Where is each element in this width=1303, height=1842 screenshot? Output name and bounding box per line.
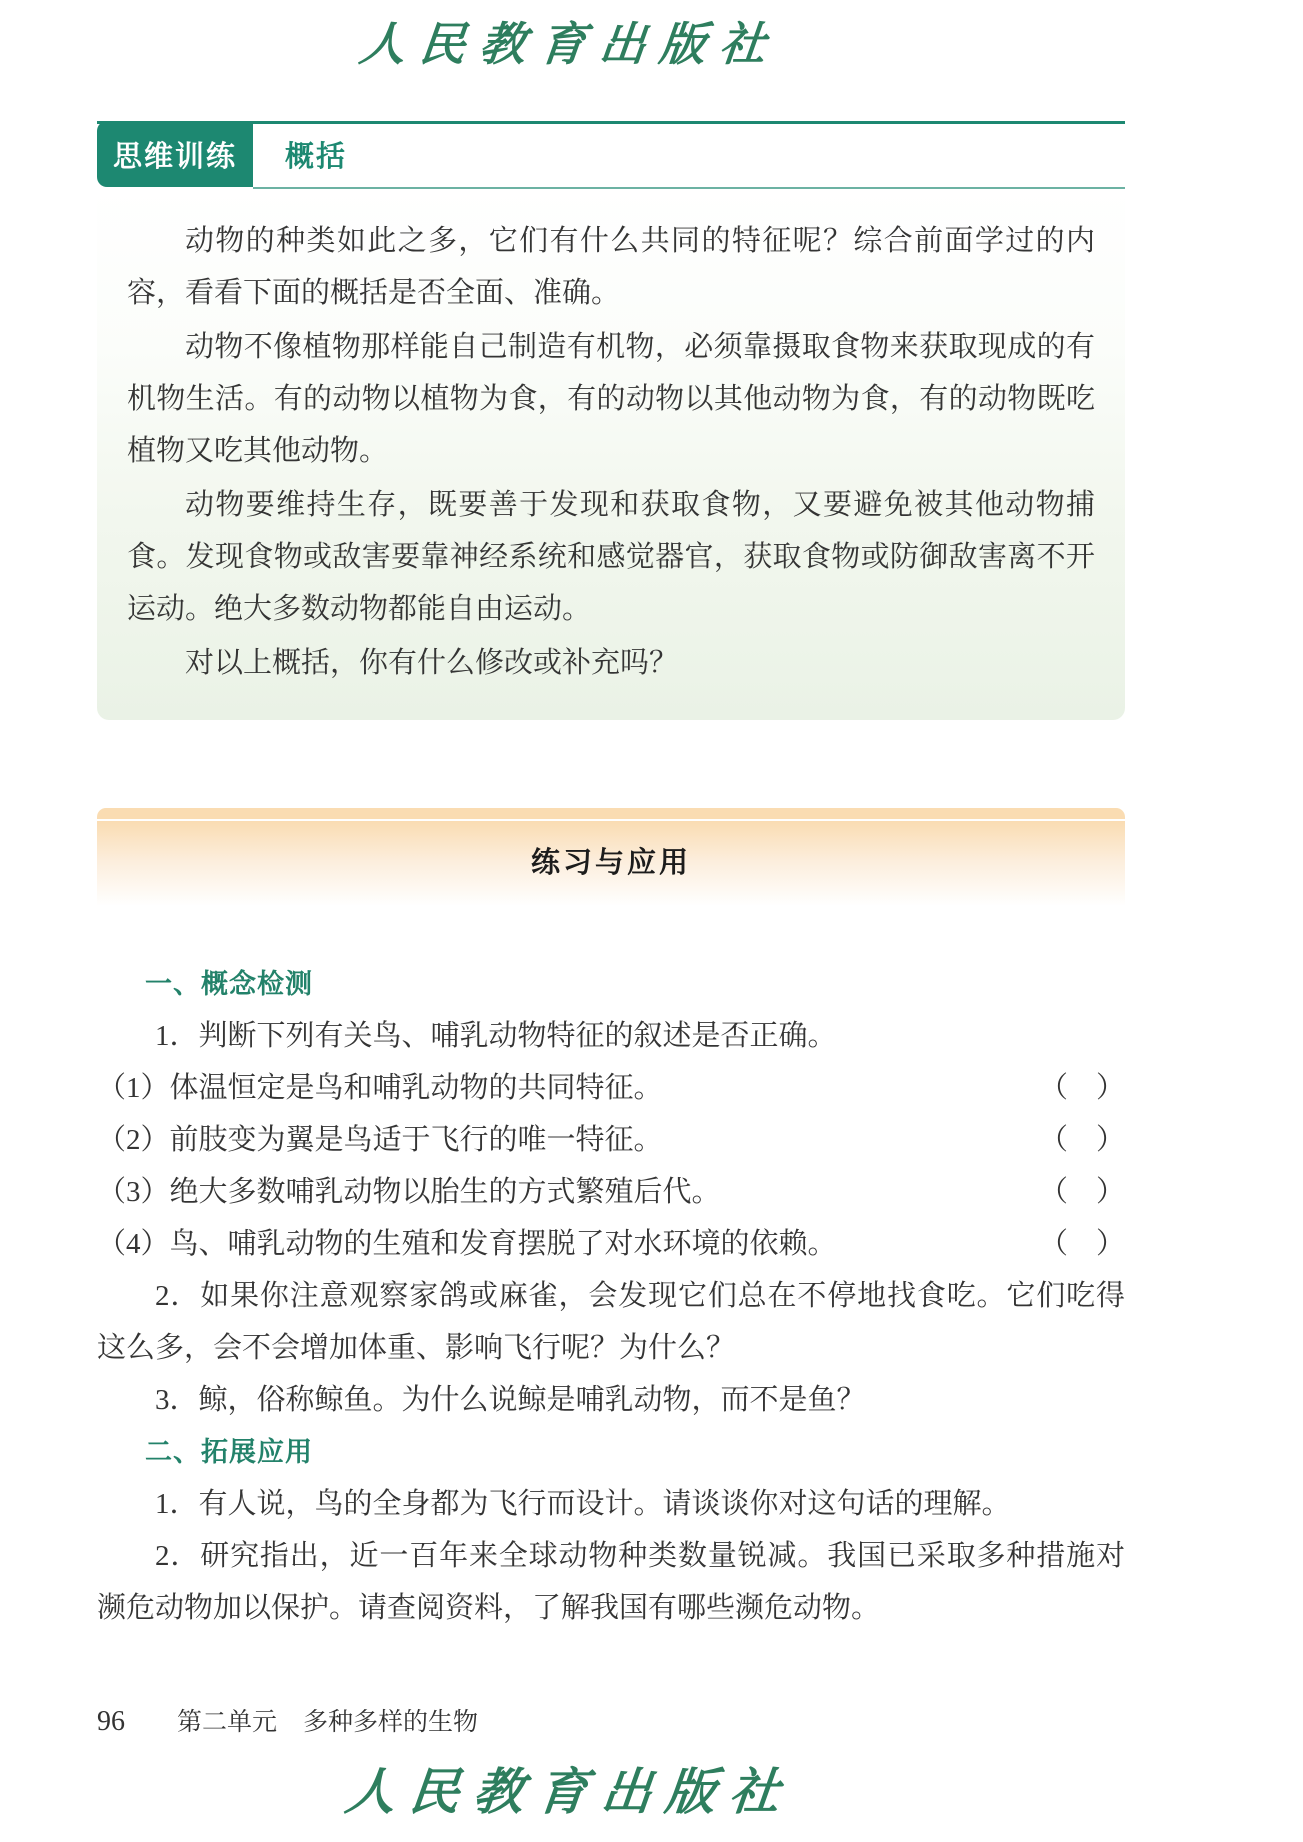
section-heading-concept-check: 一、概念检测 bbox=[145, 969, 313, 999]
exercises-body bbox=[97, 958, 1125, 1634]
publisher-logo-bottom: 人民教育出版社 bbox=[342, 1762, 797, 1821]
answer-brackets bbox=[1039, 1114, 1125, 1166]
question-2: 2．如果你注意观察家鸽或麻雀，会发现它们总在不停地找食吃。它们吃得这么多，会不会增加体重、影响飞行呢？为什么？ bbox=[97, 1280, 1125, 1364]
thinking-training-subtab bbox=[285, 121, 347, 187]
true-false-item-text: （2）前肢变为翼是鸟适于飞行的唯一特征。 bbox=[97, 1124, 663, 1156]
thinking-training-tab bbox=[97, 121, 253, 187]
true-false-item-text: （4）鸟、哺乳动物的生殖和发育摆脱了对水环境的依赖。 bbox=[97, 1228, 837, 1260]
exercises-banner bbox=[97, 821, 1125, 906]
answer-brackets bbox=[1039, 1062, 1125, 1114]
bracket-open: （ bbox=[1039, 1228, 1069, 1260]
thinking-paragraph: 对以上概括，你有什么修改或补充吗？ bbox=[185, 647, 679, 679]
page-number: 96 bbox=[97, 1706, 125, 1737]
answer-brackets bbox=[1039, 1166, 1125, 1218]
question-1: 1．判断下列有关鸟、哺乳动物特征的叙述是否正确。 bbox=[155, 1020, 837, 1052]
thinking-training-tab-label: 思维训练 bbox=[112, 140, 237, 173]
footer-unit-title: 多种多样的生物 bbox=[303, 1709, 479, 1736]
bracket-close: ） bbox=[1095, 1072, 1125, 1104]
bracket-open: （ bbox=[1039, 1124, 1069, 1156]
thinking-paragraph: 动物要维持生存，既要善于发现和获取食物，又要避免被其他动物捕食。发现食物或敌害要靠神经系统和感觉器官，获取食物或防御敌害离不开运动。绝大多数动物都能自由运动。 bbox=[127, 489, 1095, 625]
exercises-banner-strip bbox=[97, 808, 1125, 819]
thinking-training-box bbox=[97, 189, 1125, 720]
answer-brackets bbox=[1039, 1218, 1125, 1270]
bracket-close: ） bbox=[1095, 1124, 1125, 1156]
bracket-open: （ bbox=[1039, 1176, 1069, 1208]
bracket-close: ） bbox=[1095, 1176, 1125, 1208]
bracket-open: （ bbox=[1039, 1072, 1069, 1104]
section-heading-extension: 二、拓展应用 bbox=[145, 1437, 313, 1467]
bracket-close: ） bbox=[1095, 1228, 1125, 1260]
true-false-item-text: （1）体温恒定是鸟和哺乳动物的共同特征。 bbox=[97, 1072, 663, 1104]
true-false-item bbox=[97, 1114, 1125, 1166]
thinking-training-subtab-label: 概括 bbox=[285, 140, 348, 173]
publisher-logo-top: 人民教育出版社 bbox=[356, 17, 783, 71]
extension-question-1: 1．有人说，鸟的全身都为飞行而设计。请谈谈你对这句话的理解。 bbox=[155, 1488, 1011, 1520]
question-3: 3．鲸，俗称鲸鱼。为什么说鲸是哺乳动物，而不是鱼？ bbox=[155, 1384, 866, 1416]
thinking-paragraph: 动物不像植物那样能自己制造有机物，必须靠摄取食物来获取现成的有机物生活。有的动物以植物为食，有的动物以其他动物为食，有的动物既吃植物又吃其他动物。 bbox=[127, 331, 1095, 467]
true-false-item bbox=[97, 1062, 1125, 1114]
exercises-title: 练习与应用 bbox=[530, 847, 691, 879]
true-false-item bbox=[97, 1166, 1125, 1218]
thinking-paragraph: 动物的种类如此之多，它们有什么共同的特征呢？综合前面学过的内容，看看下面的概括是否全面、准确。 bbox=[127, 225, 1095, 309]
page-footer bbox=[97, 1702, 478, 1738]
true-false-item bbox=[97, 1218, 1125, 1270]
footer-unit-label: 第二单元 bbox=[177, 1709, 278, 1736]
true-false-item-text: （3）绝大多数哺乳动物以胎生的方式繁殖后代。 bbox=[97, 1176, 721, 1208]
extension-question-2: 2．研究指出，近一百年来全球动物种类数量锐减。我国已采取多种措施对濒危动物加以保护。请查阅资料，了解我国有哪些濒危动物。 bbox=[97, 1540, 1125, 1624]
